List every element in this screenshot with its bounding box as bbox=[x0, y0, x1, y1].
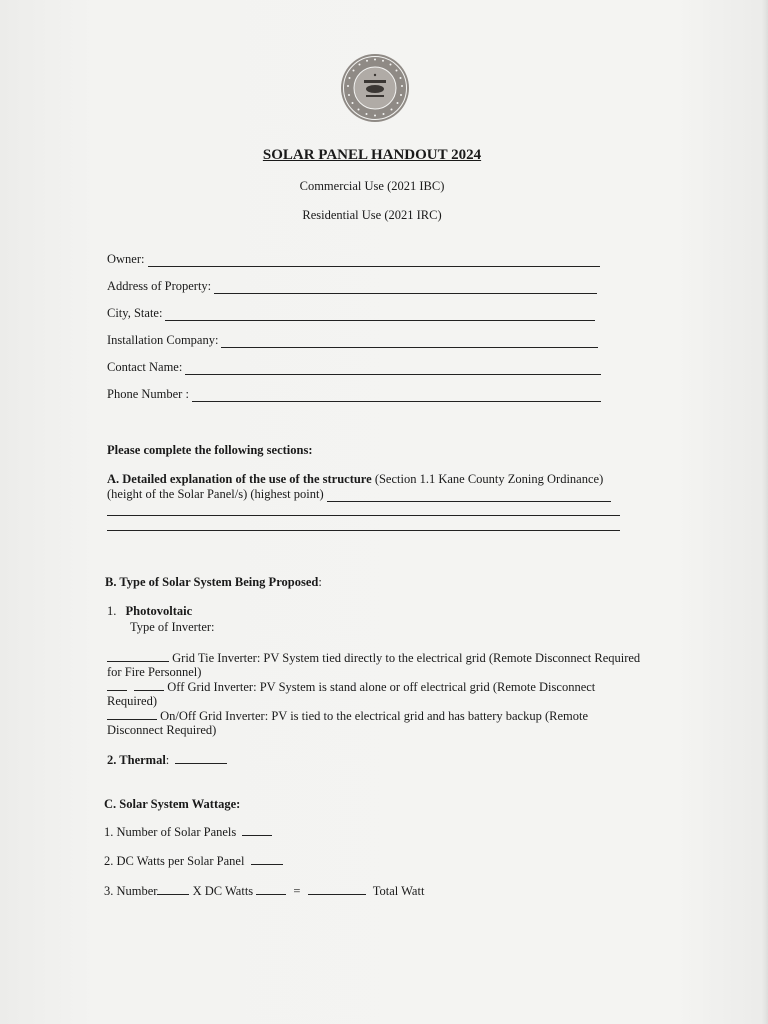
city-state-label: City, State: bbox=[107, 306, 163, 320]
panel-height-field[interactable] bbox=[107, 487, 611, 502]
city-state-input-line[interactable] bbox=[165, 309, 595, 321]
grid-tie-checkbox-line[interactable] bbox=[107, 651, 169, 662]
dc-watts-input-line[interactable] bbox=[251, 854, 283, 865]
off-grid-option bbox=[107, 680, 595, 695]
off-grid-checkbox-line-a[interactable] bbox=[107, 680, 127, 691]
dc-watts-label: 2. DC Watts per Solar Panel bbox=[104, 854, 245, 868]
address-input-line[interactable] bbox=[214, 282, 597, 294]
section-b-colon: : bbox=[318, 575, 322, 589]
installation-company-label: Installation Company: bbox=[107, 333, 219, 347]
thermal-input-line[interactable] bbox=[175, 753, 227, 764]
section-b-heading-line bbox=[105, 575, 322, 590]
solar-panel-count-item bbox=[104, 825, 272, 840]
off-grid-checkbox-line-b[interactable] bbox=[134, 680, 164, 691]
address-field[interactable] bbox=[107, 279, 597, 294]
photovoltaic-number: 1. bbox=[107, 604, 117, 618]
on-off-grid-checkbox-line[interactable] bbox=[107, 709, 157, 720]
contact-name-label: Contact Name: bbox=[107, 360, 183, 374]
panel-height-label: (height of the Solar Panel/s) (highest point) bbox=[107, 487, 324, 501]
panel-height-input-line[interactable] bbox=[327, 490, 611, 502]
thermal-colon: : bbox=[165, 753, 170, 767]
section-c-heading: C. Solar System Wattage: bbox=[104, 797, 241, 811]
section-a-heading-line bbox=[107, 472, 603, 487]
owner-field[interactable] bbox=[107, 252, 600, 267]
photovoltaic-item bbox=[107, 604, 192, 619]
section-a-reference: (Section 1.1 Kane County Zoning Ordinance) bbox=[371, 472, 604, 486]
installation-company-input-line[interactable] bbox=[221, 336, 598, 348]
grid-tie-text: Grid Tie Inverter: PV System tied directly to the electrical grid (Remote Disconnect Required bbox=[172, 651, 641, 665]
inverter-type-label: Type of Inverter: bbox=[130, 620, 215, 634]
commercial-use-subtitle: Commercial Use (2021 IBC) bbox=[299, 179, 445, 193]
page-edge-shadow bbox=[762, 0, 768, 1024]
total-watt-formula bbox=[104, 884, 424, 899]
dc-watts-item bbox=[104, 854, 283, 869]
explanation-line-2[interactable] bbox=[107, 530, 620, 531]
photovoltaic-title: Photovoltaic bbox=[125, 604, 193, 618]
formula-number-label: 3. Number bbox=[104, 884, 158, 898]
solar-panel-count-input-line[interactable] bbox=[242, 825, 272, 836]
phone-number-field[interactable] bbox=[107, 387, 601, 402]
grid-tie-text-2: for Fire Personnel) bbox=[107, 665, 202, 679]
formula-equals: = bbox=[293, 884, 301, 898]
off-grid-text: Off Grid Inverter: PV System is stand alone or off electrical grid (Remote Disconnect bbox=[167, 680, 596, 694]
explanation-line-1[interactable] bbox=[107, 515, 620, 516]
address-label: Address of Property: bbox=[107, 279, 212, 293]
phone-number-label: Phone Number : bbox=[107, 387, 189, 401]
instructions-heading: Please complete the following sections: bbox=[107, 443, 313, 457]
formula-dc-watts-label: X DC Watts bbox=[192, 884, 254, 898]
owner-input-line[interactable] bbox=[148, 255, 600, 267]
on-off-grid-text: On/Off Grid Inverter: PV is tied to the electrical grid and has battery backup (Remote bbox=[160, 709, 589, 723]
off-grid-text-2: Required) bbox=[107, 694, 157, 708]
formula-dc-watts-input-line[interactable] bbox=[256, 884, 286, 895]
on-off-grid-option bbox=[107, 709, 588, 724]
grid-tie-option bbox=[107, 651, 640, 666]
phone-number-input-line[interactable] bbox=[192, 390, 601, 402]
city-state-field[interactable] bbox=[107, 306, 595, 321]
contact-name-field[interactable] bbox=[107, 360, 601, 375]
owner-label: Owner: bbox=[107, 252, 145, 266]
on-off-grid-text-2: Disconnect Required) bbox=[107, 723, 217, 737]
section-a-heading: A. Detailed explanation of the use of the structure bbox=[107, 472, 372, 486]
document-title: SOLAR PANEL HANDOUT 2024 bbox=[262, 147, 482, 163]
formula-total-input-line[interactable] bbox=[308, 884, 366, 895]
section-b-heading: B. Type of Solar System Being Proposed bbox=[105, 575, 319, 589]
residential-use-subtitle: Residential Use (2021 IRC) bbox=[302, 208, 442, 222]
contact-name-input-line[interactable] bbox=[185, 363, 601, 375]
thermal-label: 2. Thermal bbox=[107, 753, 166, 767]
county-seal-logo bbox=[340, 53, 410, 123]
formula-number-input-line[interactable] bbox=[157, 884, 189, 895]
installation-company-field[interactable] bbox=[107, 333, 598, 348]
thermal-item bbox=[107, 753, 227, 768]
solar-panel-count-label: 1. Number of Solar Panels bbox=[104, 825, 237, 839]
formula-total-watt-label: Total Watt bbox=[372, 884, 425, 898]
